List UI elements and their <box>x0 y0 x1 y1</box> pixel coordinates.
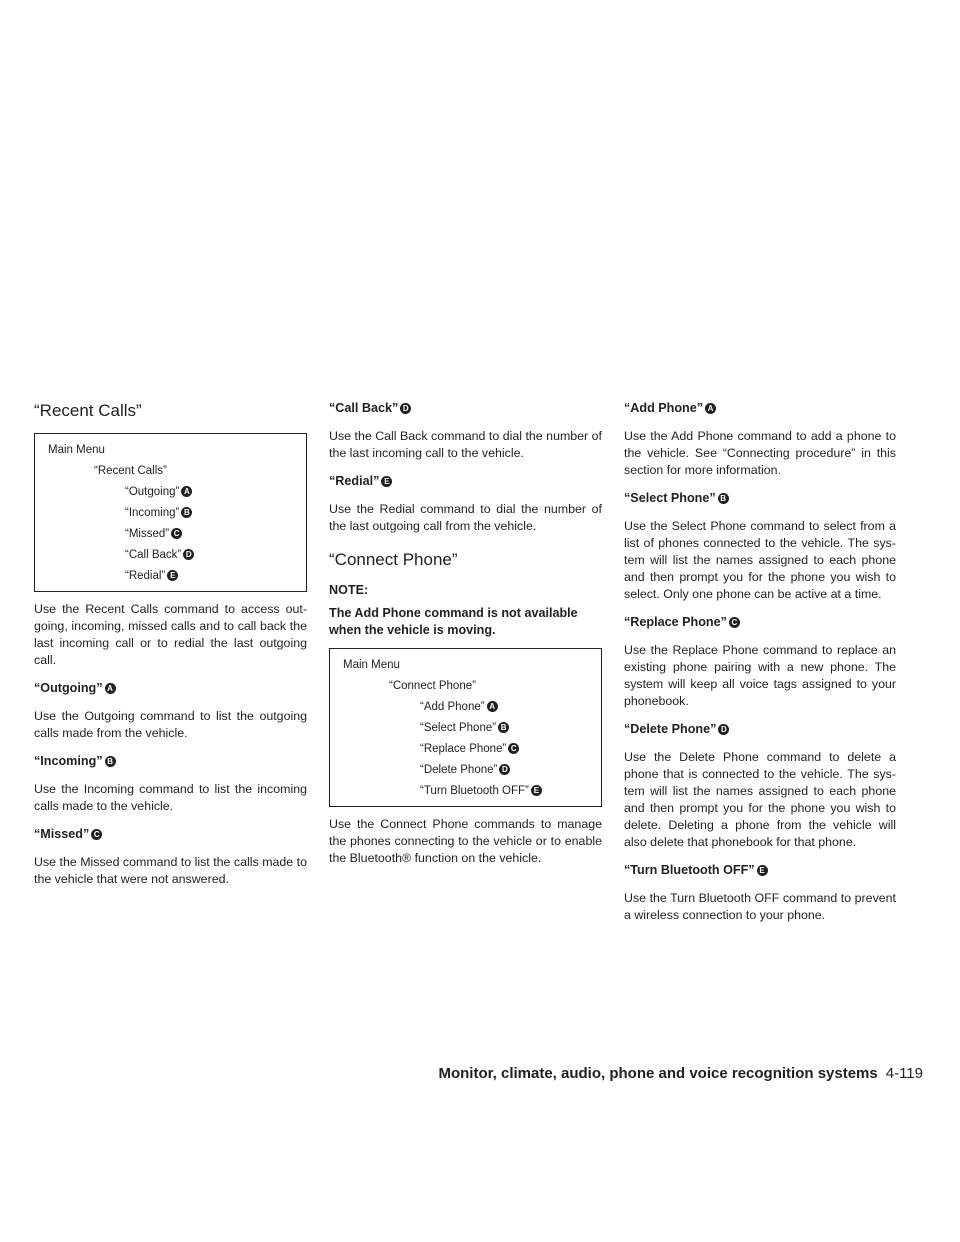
subheading-label: “Missed” <box>34 827 90 841</box>
marker-e-icon: E <box>531 785 542 796</box>
menu-item-replace-phone <box>343 739 591 760</box>
menu-item-label: “Missed” <box>125 528 170 540</box>
marker-b-icon: B <box>498 722 509 733</box>
call-back-description: Use the Call Back command to dial the number of the last incoming call to the vehicle. <box>329 429 602 460</box>
menu-item-outgoing <box>48 482 296 503</box>
menu-item-call-back <box>48 545 296 566</box>
menu-root: Main Menu <box>48 444 105 456</box>
subheading-add-phone <box>624 400 896 417</box>
marker-b-icon: B <box>105 756 116 767</box>
marker-c-icon: C <box>729 617 740 628</box>
add-phone-description: Use the Add Phone command to add a phone to the vehicle. See “Connecting procedure” in this section for more information. <box>624 429 896 477</box>
connect-phone-menu-tree <box>329 648 602 807</box>
marker-a-icon: A <box>705 403 716 414</box>
subheading-label: “Delete Phone” <box>624 722 717 736</box>
marker-e-icon: E <box>167 570 178 581</box>
marker-e-icon: E <box>757 865 768 876</box>
footer-section-title: Monitor, climate, audio, phone and voice recognition systems <box>438 1065 878 1082</box>
connect-phone-intro: Use the Connect Phone commands to manage the phones connecting to the vehicle or to enable the Bluetooth® function on the vehicle. <box>329 817 602 865</box>
subheading-label: “Call Back” <box>329 401 399 415</box>
menu-item-add-phone <box>343 697 591 718</box>
marker-a-icon: A <box>181 486 192 497</box>
page-number: 4-119 <box>885 1065 923 1082</box>
menu-level1: “Connect Phone” <box>389 680 476 692</box>
subheading-incoming <box>34 753 307 770</box>
menu-level1: “Recent Calls” <box>94 465 167 477</box>
outgoing-description: Use the Outgoing command to list the outgoing calls made from the vehicle. <box>34 709 307 740</box>
subheading-label: “Add Phone” <box>624 401 704 415</box>
menu-item-delete-phone <box>343 760 591 781</box>
menu-item-label: “Add Phone” <box>420 701 485 713</box>
column-3 <box>624 400 896 935</box>
marker-c-icon: C <box>508 743 519 754</box>
marker-c-icon: C <box>91 829 102 840</box>
subheading-select-phone <box>624 490 896 507</box>
menu-item-turn-bluetooth-off <box>343 781 591 802</box>
marker-a-icon: A <box>487 701 498 712</box>
marker-a-icon: A <box>105 683 116 694</box>
subheading-label: “Redial” <box>329 474 380 488</box>
subheading-label: “Turn Bluetooth OFF” <box>624 863 755 877</box>
subheading-label: “Replace Phone” <box>624 615 727 629</box>
subheading-missed <box>34 826 307 843</box>
menu-item-label: “Turn Bluetooth OFF” <box>420 785 529 797</box>
delete-phone-description: Use the Delete Phone command to delete a phone that is connected to the vehicle. The sys-tem will list the names assigned to each phone and then prompt you for the phone you wish to delete. Deleting a phone from the vehicle will also delete that phonebook for that phone. <box>624 750 896 849</box>
page-footer <box>438 1065 923 1082</box>
subheading-redial <box>329 473 602 490</box>
redial-description: Use the Redial command to dial the number of the last outgoing call from the vehicle. <box>329 502 602 533</box>
subheading-label: “Select Phone” <box>624 491 716 505</box>
menu-item-missed <box>48 524 296 545</box>
section-title-connect-phone: “Connect Phone” <box>329 550 458 569</box>
marker-b-icon: B <box>718 493 729 504</box>
subheading-call-back <box>329 400 602 417</box>
column-1 <box>34 400 307 899</box>
column-2 <box>329 400 602 878</box>
menu-item-select-phone <box>343 718 591 739</box>
subheading-replace-phone <box>624 614 896 631</box>
menu-item-redial <box>48 566 296 587</box>
subheading-label: “Incoming” <box>34 754 103 768</box>
menu-item-incoming <box>48 503 296 524</box>
subheading-delete-phone <box>624 721 896 738</box>
menu-item-label: “Select Phone” <box>420 722 497 734</box>
incoming-description: Use the Incoming command to list the incoming calls made to the vehicle. <box>34 782 307 813</box>
marker-d-icon: D <box>499 764 510 775</box>
subheading-outgoing <box>34 680 307 697</box>
subheading-label: “Outgoing” <box>34 681 103 695</box>
marker-d-icon: D <box>400 403 411 414</box>
menu-item-label: “Redial” <box>125 570 166 582</box>
marker-d-icon: D <box>183 549 194 560</box>
menu-item-label: “Call Back” <box>125 549 182 561</box>
menu-item-label: “Incoming” <box>125 507 180 519</box>
marker-c-icon: C <box>171 528 182 539</box>
menu-item-label: “Delete Phone” <box>420 764 498 776</box>
select-phone-description: Use the Select Phone command to select from a list of phones connected to the vehicle. The sys-tem will list the names assigned to each phone and then prompt you for the phone you wish to select. Only one phone can be active at a time. <box>624 519 896 601</box>
replace-phone-description: Use the Replace Phone command to replace an existing phone pairing with a new phone. The system will keep all voice tags assigned to your phonebook. <box>624 643 896 708</box>
note-text: The Add Phone command is not available when the vehicle is moving. <box>329 606 578 637</box>
turn-bluetooth-off-description: Use the Turn Bluetooth OFF command to prevent a wireless connection to your phone. <box>624 891 896 922</box>
menu-item-label: “Outgoing” <box>125 486 180 498</box>
recent-calls-menu-tree <box>34 433 307 592</box>
menu-root: Main Menu <box>343 659 400 671</box>
subheading-turn-bluetooth-off <box>624 862 896 879</box>
menu-item-label: “Replace Phone” <box>420 743 507 755</box>
recent-calls-intro: Use the Recent Calls command to access out-going, incoming, missed calls and to call back the last incoming call or to redial the last outgoing call. <box>34 602 307 667</box>
note-label: NOTE: <box>329 583 369 597</box>
marker-b-icon: B <box>181 507 192 518</box>
section-title-recent-calls: “Recent Calls” <box>34 401 142 420</box>
marker-e-icon: E <box>381 476 392 487</box>
missed-description: Use the Missed command to list the calls made to the vehicle that were not answered. <box>34 855 307 886</box>
marker-d-icon: D <box>718 724 729 735</box>
